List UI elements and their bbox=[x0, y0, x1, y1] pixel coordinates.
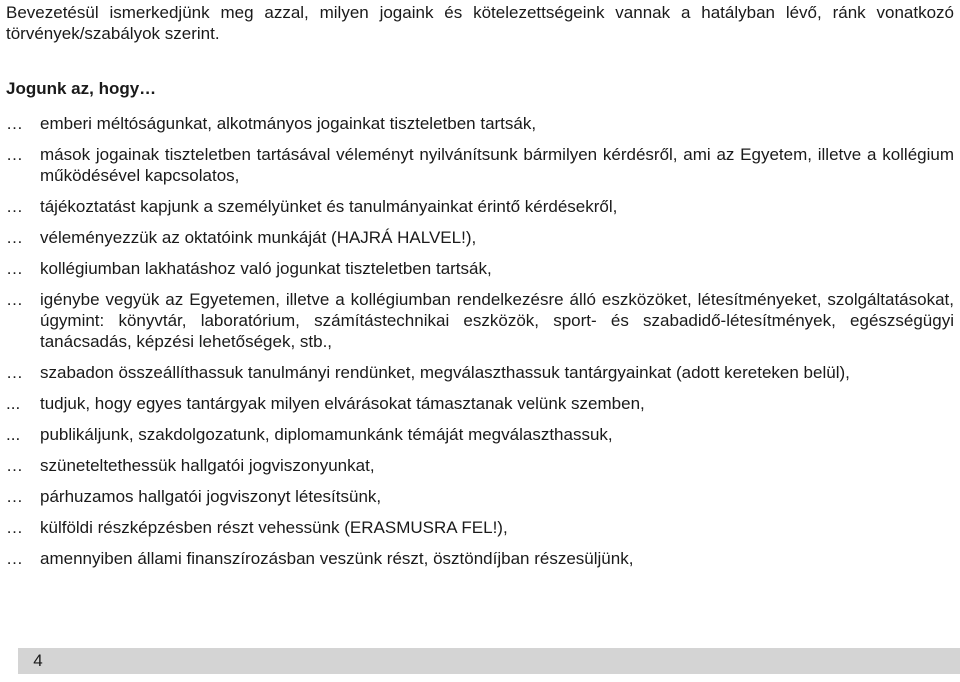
list-item-text: párhuzamos hallgatói jogviszonyt létesítsünk, bbox=[40, 487, 382, 506]
list-item bbox=[6, 113, 954, 134]
list-marker: ... bbox=[6, 394, 21, 413]
list-item bbox=[6, 424, 954, 445]
footer-bar bbox=[18, 648, 960, 674]
list-item bbox=[6, 455, 954, 476]
list-marker: … bbox=[6, 197, 23, 216]
list-marker: … bbox=[6, 363, 23, 382]
list-marker: … bbox=[6, 456, 23, 475]
list-marker: … bbox=[6, 518, 23, 537]
list-item bbox=[6, 393, 954, 414]
list-item bbox=[6, 196, 954, 217]
list-item-text: emberi méltóságunkat, alkotmányos jogainkat tiszteletben tartsák, bbox=[40, 114, 537, 133]
list-item bbox=[6, 548, 954, 569]
rights-list bbox=[6, 113, 954, 579]
list-marker: … bbox=[6, 259, 23, 278]
list-item bbox=[6, 486, 954, 507]
list-item-text: külföldi részképzésben részt vehessünk (ERASMUSRA FEL!), bbox=[40, 518, 508, 537]
list-marker: … bbox=[6, 114, 23, 133]
list-marker: … bbox=[6, 290, 23, 309]
page-number: 4 bbox=[33, 651, 43, 670]
list-item-text: szabadon összeállíthassuk tanulmányi rendünket, megválaszthassuk tantárgyainkat (adott kereteken belül), bbox=[40, 363, 850, 382]
list-item-text: tájékoztatást kapjunk a személyünket és tanulmányainkat érintő kérdésekről, bbox=[40, 197, 618, 216]
list-marker: … bbox=[6, 487, 23, 506]
list-item bbox=[6, 144, 954, 186]
list-item-text: publikáljunk, szakdolgozatunk, diplomamunkánk témáját megválaszthassuk, bbox=[40, 425, 613, 444]
list-item bbox=[6, 227, 954, 248]
list-item bbox=[6, 362, 954, 383]
list-marker: … bbox=[6, 145, 23, 164]
list-item bbox=[6, 258, 954, 279]
list-marker: ... bbox=[6, 425, 21, 444]
list-item-text: tudjuk, hogy egyes tantárgyak milyen elvárásokat támasztanak velünk szemben, bbox=[40, 394, 645, 413]
section-heading: Jogunk az, hogy… bbox=[6, 79, 157, 98]
list-marker: … bbox=[6, 228, 23, 247]
list-item-text: kollégiumban lakhatáshoz való jogunkat tiszteletben tartsák, bbox=[40, 259, 492, 278]
list-item-text: véleményezzük az oktatóink munkáját (HAJRÁ HALVEL!), bbox=[40, 228, 477, 247]
list-item-text: mások jogainak tiszteletben tartásával véleményt nyilvánítsunk bármilyen kérdésről, ami az Egyetem, illetve a kollégium működésével kapcsolatos, bbox=[40, 145, 954, 185]
list-item-text: szüneteltethessük hallgatói jogviszonyunkat, bbox=[40, 456, 375, 475]
list-item bbox=[6, 289, 954, 352]
list-item bbox=[6, 517, 954, 538]
list-item-text: amennyiben állami finanszírozásban veszünk részt, ösztöndíjban részesüljünk, bbox=[40, 549, 634, 568]
list-item-text: igénybe vegyük az Egyetemen, illetve a kollégiumban rendelkezésre álló eszközöket, létesítményeket, szolgáltatásokat, úgymint: könyvtár, laboratórium, számítástechnikai eszközök, sport- és szabadidő-létesítmények, egészségügyi tanácsadás, képzési lehetőségek, stb., bbox=[40, 290, 954, 351]
list-marker: … bbox=[6, 549, 23, 568]
intro-paragraph: Bevezetésül ismerkedjünk meg azzal, milyen jogaink és kötelezettségeink vannak a hatályban lévő, ránk vonatkozó törvények/szabályok szerint. bbox=[6, 3, 954, 43]
